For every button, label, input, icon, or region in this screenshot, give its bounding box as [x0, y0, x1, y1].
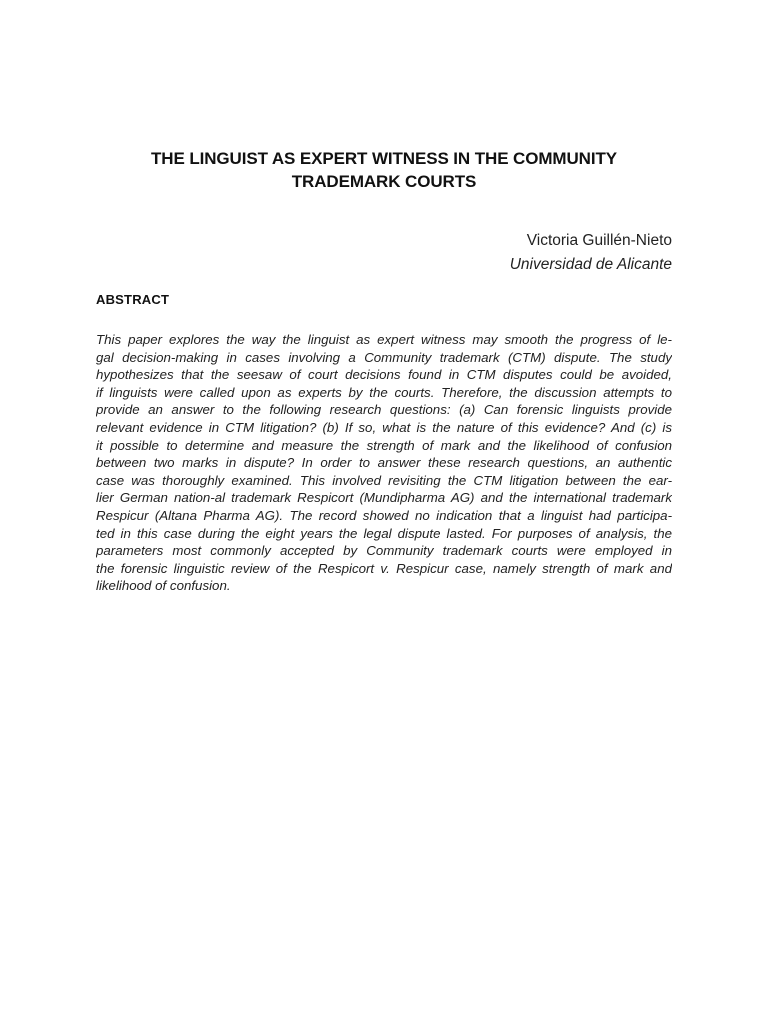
abstract-line: it possible to determine and measure the strength of mark and the likelihood of confusion: [96, 437, 672, 453]
abstract-line: Respicur (Altana Pharma AG). The record showed no indication that a linguist had participa-: [96, 507, 672, 523]
abstract-line: lier German nation-al trademark Respicort (Mundipharma AG) and the international trademark: [96, 490, 672, 506]
abstract-heading: ABSTRACT: [96, 292, 170, 307]
abstract-line: the forensic linguistic review of the Respicort v. Respicur case, namely strength of mark and: [96, 560, 672, 576]
abstract-line: gal decision-making in cases involving a Community trademark (CTM) dispute. The study: [96, 349, 672, 365]
abstract-line: if linguists were called upon as experts by the courts. Therefore, the discussion attempts to: [96, 384, 672, 400]
abstract-line: ted in this case during the eight years the legal dispute lasted. For purposes of analysis, the: [96, 525, 672, 541]
author-name: Victoria Guillén-Nieto: [526, 232, 672, 249]
title-line-1: THE LINGUIST AS EXPERT WITNESS IN THE COMMUNITY: [151, 149, 617, 168]
author-affiliation: Universidad de Alicante: [509, 256, 672, 273]
title-line-2: TRADEMARK COURTS: [291, 172, 477, 191]
abstract-line: This paper explores the way the linguist as expert witness may smooth the progress of le-: [96, 332, 672, 347]
author-block: [510, 229, 672, 277]
abstract-line: case was thoroughly examined. This involved revisiting the CTM litigation between the ear-: [96, 472, 672, 488]
abstract-line: provide an answer to the following research questions: (a) Can forensic linguists provide: [96, 402, 672, 418]
abstract-line: relevant evidence in CTM litigation? (b) If so, what is the nature of this evidence? And (c) is: [96, 419, 672, 435]
abstract-line: likelihood of confusion.: [96, 578, 231, 594]
abstract-line: parameters most commonly accepted by Community trademark courts were employed in: [96, 543, 672, 559]
abstract-line: hypothesizes that the seesaw of court decisions found in CTM disputes could be avoided,: [96, 367, 672, 383]
abstract-body: [96, 331, 672, 595]
paper-title: [96, 147, 672, 193]
abstract-line: between two marks in dispute? In order to answer these research questions, an authentic: [96, 455, 672, 471]
